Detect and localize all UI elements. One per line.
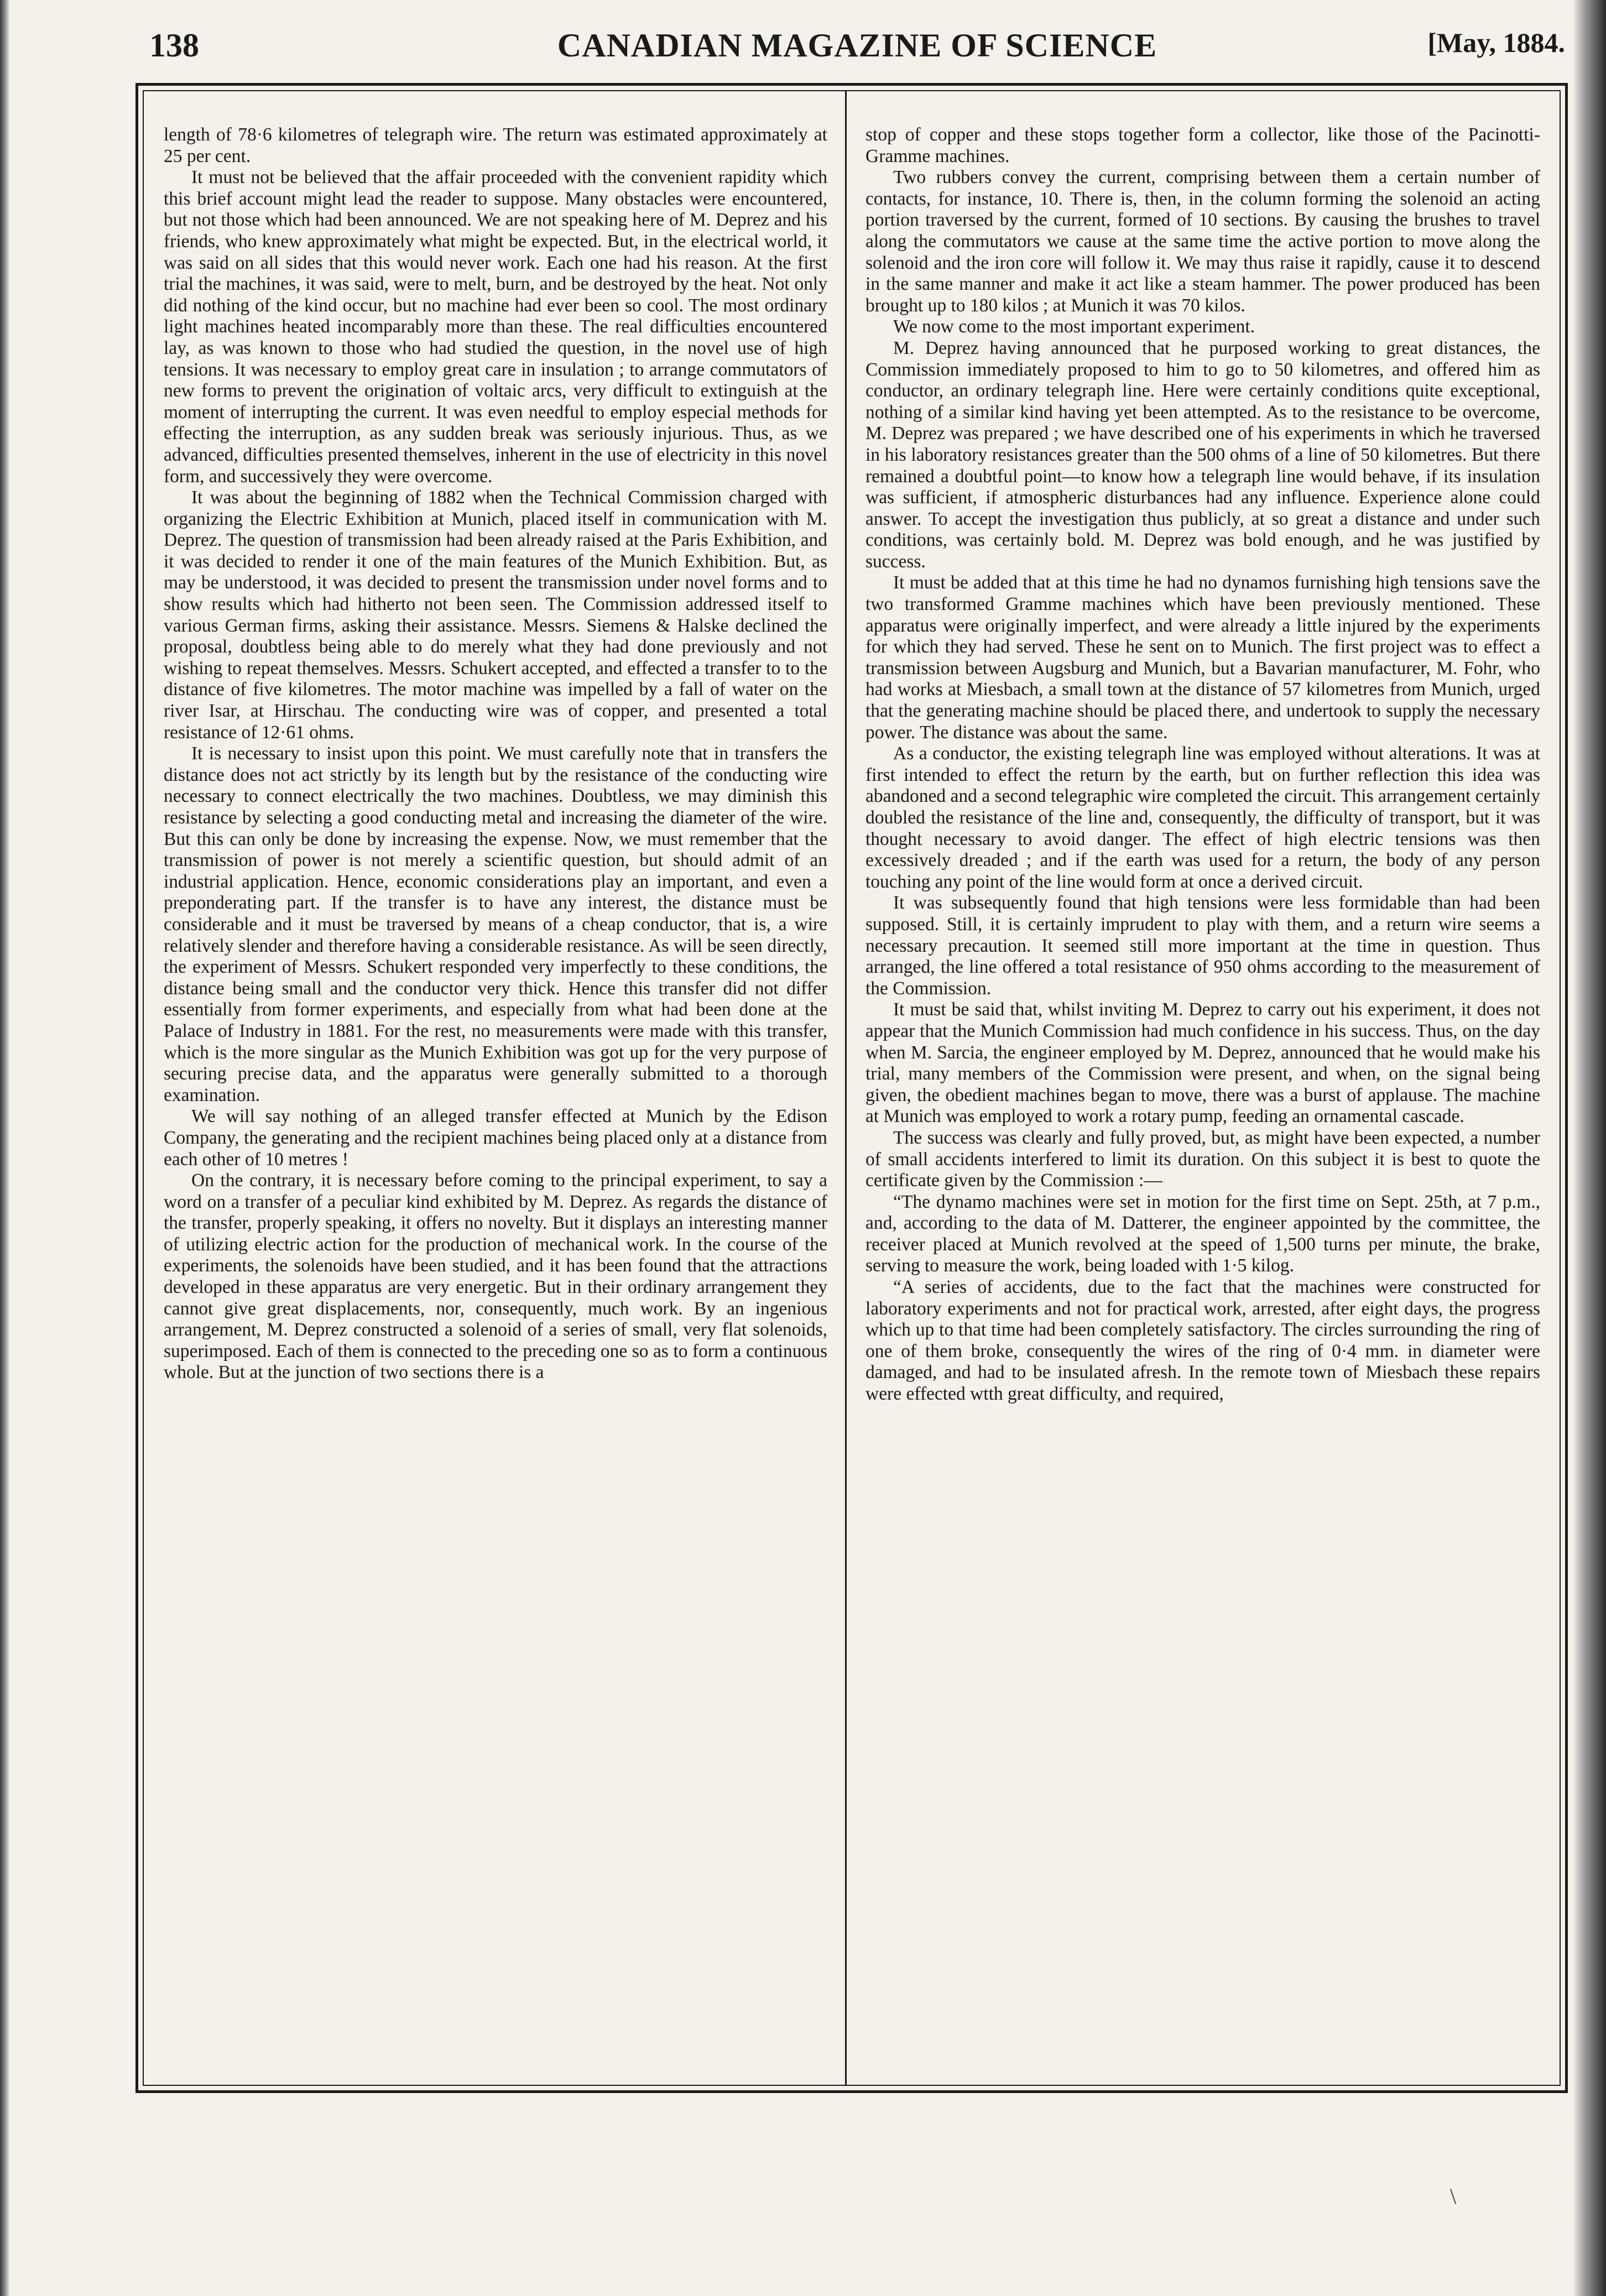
paragraph: Two rubbers convey the current, comprising between them a certain number of contacts, for instance, 10. There is, then, in the column forming the solenoid an acting portion traversed by the current, formed of 10 sections. By causing the brushes to travel along the commutators we cause at the same time the active portion to move along the solenoid and the iron core will follow it. We may thus raise it rapidly, cause it to descend in the same manner and make it act like a steam hammer. The power produced has been brought up to 180 kilos ; at Munich it was 70 kilos. [865, 167, 1540, 316]
paragraph: On the contrary, it is necessary before coming to the principal experiment, to say a word on a transfer of a peculiar kind exhibited by M. Deprez. As regards the distance of the transfer, properly speaking, it offers no novelty. But it displays an interesting manner of utilizing electric action for the production of mechanical work. In the course of the experiments, the solenoids have been studied, and it has been found that the attractions developed in these apparatus are very energetic. But in their ordinary arrangement they cannot give great displacements, nor, consequently, much work. By an ingenious arrangement, M. Deprez constructed a solenoid of a series of small, very flat solenoids, superimposed. Each of them is connected to the preceding one so as to form a continuous whole. But at the junction of two sections there is a [164, 1170, 827, 1383]
journal-title: CANADIAN MAGAZINE OF SCIENCE [557, 27, 1157, 64]
issue-date: [May, 1884. [1427, 27, 1565, 58]
paragraph: M. Deprez having announced that he purposed working to great distances, the Commission immediately proposed to him to go to 50 kilometres, and offered him as conductor, an ordinary telegraph line. Here were certainly conditions quite exceptional, nothing of a similar kind having yet been attempted. As to the resistance to be overcome, M. Deprez was prepared ; we have described one of his experiments in which he traversed in his laboratory resistances greater than the 500 ohms of a line of 50 kilometres. But there remained a doubtful point—to know how a telegraph line would behave, if its insulation was sufficient, if atmospheric disturbances had any influence. Experience alone could answer. To accept the investigation thus publicly, at so great a distance and under such conditions, was certainly bold. M. Deprez was bold enough, and he was justified by success. [865, 337, 1540, 572]
scan-edge-left [0, 0, 10, 2296]
paragraph: It was about the beginning of 1882 when the Technical Commission charged with organizing the Electric Exhibition at Munich, placed itself in communication with M. Deprez. The question of transmission had been already raised at the Paris Exhibition, and it was decided to render it one of the main features of the Munich Exhibition. But, as may be understood, it was decided to present the transmission under novel forms and to show results which had hitherto not been seen. The Commission addressed itself to various German firms, asking their assistance. Messrs. Siemens & Halske declined the proposal, doubtless being able to do merely what they had done previously and not wishing to repeat themselves. Messrs. Schukert accepted, and effected a transfer to to the distance of five kilometres. The motor machine was impelled by a fall of water on the river Isar, at Hirschau. The conducting wire was of copper, and presented a total resistance of 12·61 ohms. [164, 487, 827, 743]
page-number: 138 [149, 27, 199, 64]
left-column [164, 124, 827, 2071]
paragraph: We will say nothing of an alleged transfer effected at Munich by the Edison Company, the generating and the recipient machines being placed only at a distance from each other of 10 metres ! [164, 1106, 827, 1170]
paragraph: As a conductor, the existing telegraph line was employed without alterations. It was at first intended to effect the return by the earth, but on further reflection this idea was abandoned and a second telegraphic wire completed the circuit. This arrangement certainly doubled the resistance of the line and, consequently, the difficulty of transport, but it was thought necessary to avoid danger. The effect of high electric tensions was then excessively dreaded ; and if the earth was used for a return, the body of any person touching any point of the line would form at once a derived circuit. [865, 743, 1540, 892]
paragraph: It must be added that at this time he had no dynamos furnishing high tensions save the two transformed Gramme machines which have been previously mentioned. These apparatus were originally imperfect, and were already a little injured by the experiments for which they had served. These he sent on to Munich. The first project was to effect a transmission between Augsburg and Munich, but a Bavarian manufacturer, M. Fohr, who had works at Miesbach, a small town at the distance of 57 kilometres from Munich, urged that the generating machine should be placed there, and undertook to supply the necessary power. The distance was about the same. [865, 572, 1540, 743]
paragraph: length of 78·6 kilometres of telegraph wire. The return was estimated approximately at 25 per cent. [164, 124, 827, 166]
paragraph: “The dynamo machines were set in motion for the first time on Sept. 25th, at 7 p.m., and, according to the data of M. Datterer, the engineer appointed by the committee, the receiver placed at Munich revolved at the speed of 1,500 turns per minute, the brake, serving to measure the work, being loaded with 1·5 kilog. [865, 1191, 1540, 1276]
right-column [865, 124, 1540, 2071]
paragraph: It must be said that, whilst inviting M. Deprez to carry out his experiment, it does not appear that the Munich Commission had much confidence in his success. Thus, on the day when M. Sarcia, the engineer employed by M. Deprez, announced that he would make his trial, many members of the Commission were present, and when, on the signal being given, the obedient machines began to move, there was a burst of applause. The machine at Munich was employed to work a rotary pump, feeding an ornamental cascade. [865, 999, 1540, 1127]
ink-mark: \ [1450, 2184, 1457, 2209]
scan-edge-right [1573, 0, 1606, 2296]
paragraph: We now come to the most important experiment. [893, 316, 1255, 337]
paragraph: The success was clearly and fully proved, but, as might have been expected, a number of small accidents interfered to limit its duration. On this subject it is best to quote the certificate given by the Commission :— [865, 1127, 1540, 1191]
paragraph: It is necessary to insist upon this point. We must carefully note that in transfers the distance does not act strictly by its length but by the resistance of the conducting wire necessary to connect electrically the two machines. Doubtless, we may diminish this resistance by selecting a good conducting metal and increasing the diameter of the wire. But this can only be done by increasing the expense. Now, we must remember that the transmission of power is not merely a scientific question, but should admit of an industrial application. Hence, economic considerations play an important, and even a preponderating part. If the transfer is to have any interest, the distance must be considerable and it must be traversed by means of a cheap conductor, that is, a wire relatively slender and therefore having a considerable resistance. As will be seen directly, the experiment of Messrs. Schukert responded very imperfectly to these conditions, the distance being small and the conductor very thick. Hence this transfer did not differ essentially from former experiments, and especially from what had been done at the Palace of Industry in 1881. For the rest, no measurements were made with this transfer, which is the more singular as the Munich Exhibition was got up for the very purpose of securing precise data, and the apparatus were generally submitted to a thorough examination. [164, 743, 827, 1105]
paragraph: It was subsequently found that high tensions were less formidable than had been supposed. Still, it is certainly imprudent to play with them, and a return wire seems a necessary precaution. It seemed still more important at the time in question. Thus arranged, the line offered a total resistance of 950 ohms according to the measurement of the Commission. [865, 893, 1540, 999]
paragraph: It must not be believed that the affair proceeded with the convenient rapidity which this brief account might lead the reader to suppose. Many obstacles were encountered, but not those which had been announced. We are not speaking here of M. Deprez and his friends, who knew approximately what might be expected. But, in the electrical world, it was said on all sides that this would never work. Each one had his reason. At the first trial the machines, it was said, were to melt, burn, and be destroyed by the heat. Not only did nothing of the kind occur, but no machine had ever been so cool. The most ordinary light machines heated incomparably more than these. The real difficulties encountered lay, as was known to those who had studied the question, in the novel use of high tensions. It was necessary to employ great care in insulation ; to arrange commutators of new forms to prevent the origination of voltaic arcs, very difficult to extinguish at the moment of interrupting the current. It was even needful to employ especial methods for effecting the interruption, as any sudden break was seriously injurious. Thus, as we advanced, difficulties presented themselves, inherent in the use of electricity in this novel form, and successively they were overcome. [164, 167, 827, 487]
column-divider [845, 90, 847, 2086]
paragraph: stop of copper and these stops together form a collector, like those of the Pacinotti-Gramme machines. [865, 124, 1540, 166]
paragraph: “A series of accidents, due to the fact that the machines were constructed for laboratory experiments and not for practical work, arrested, after eight days, the progress which up to that time had been completely satisfactory. The circles surrounding the ring of one of them broke, consequently the wires of the ring of 0·4 mm. in diameter were damaged, and had to be insulated afresh. In the remote town of Miesbach these repairs were effected wtth great difficulty, and required, [865, 1277, 1540, 1405]
page-header [149, 22, 1565, 66]
